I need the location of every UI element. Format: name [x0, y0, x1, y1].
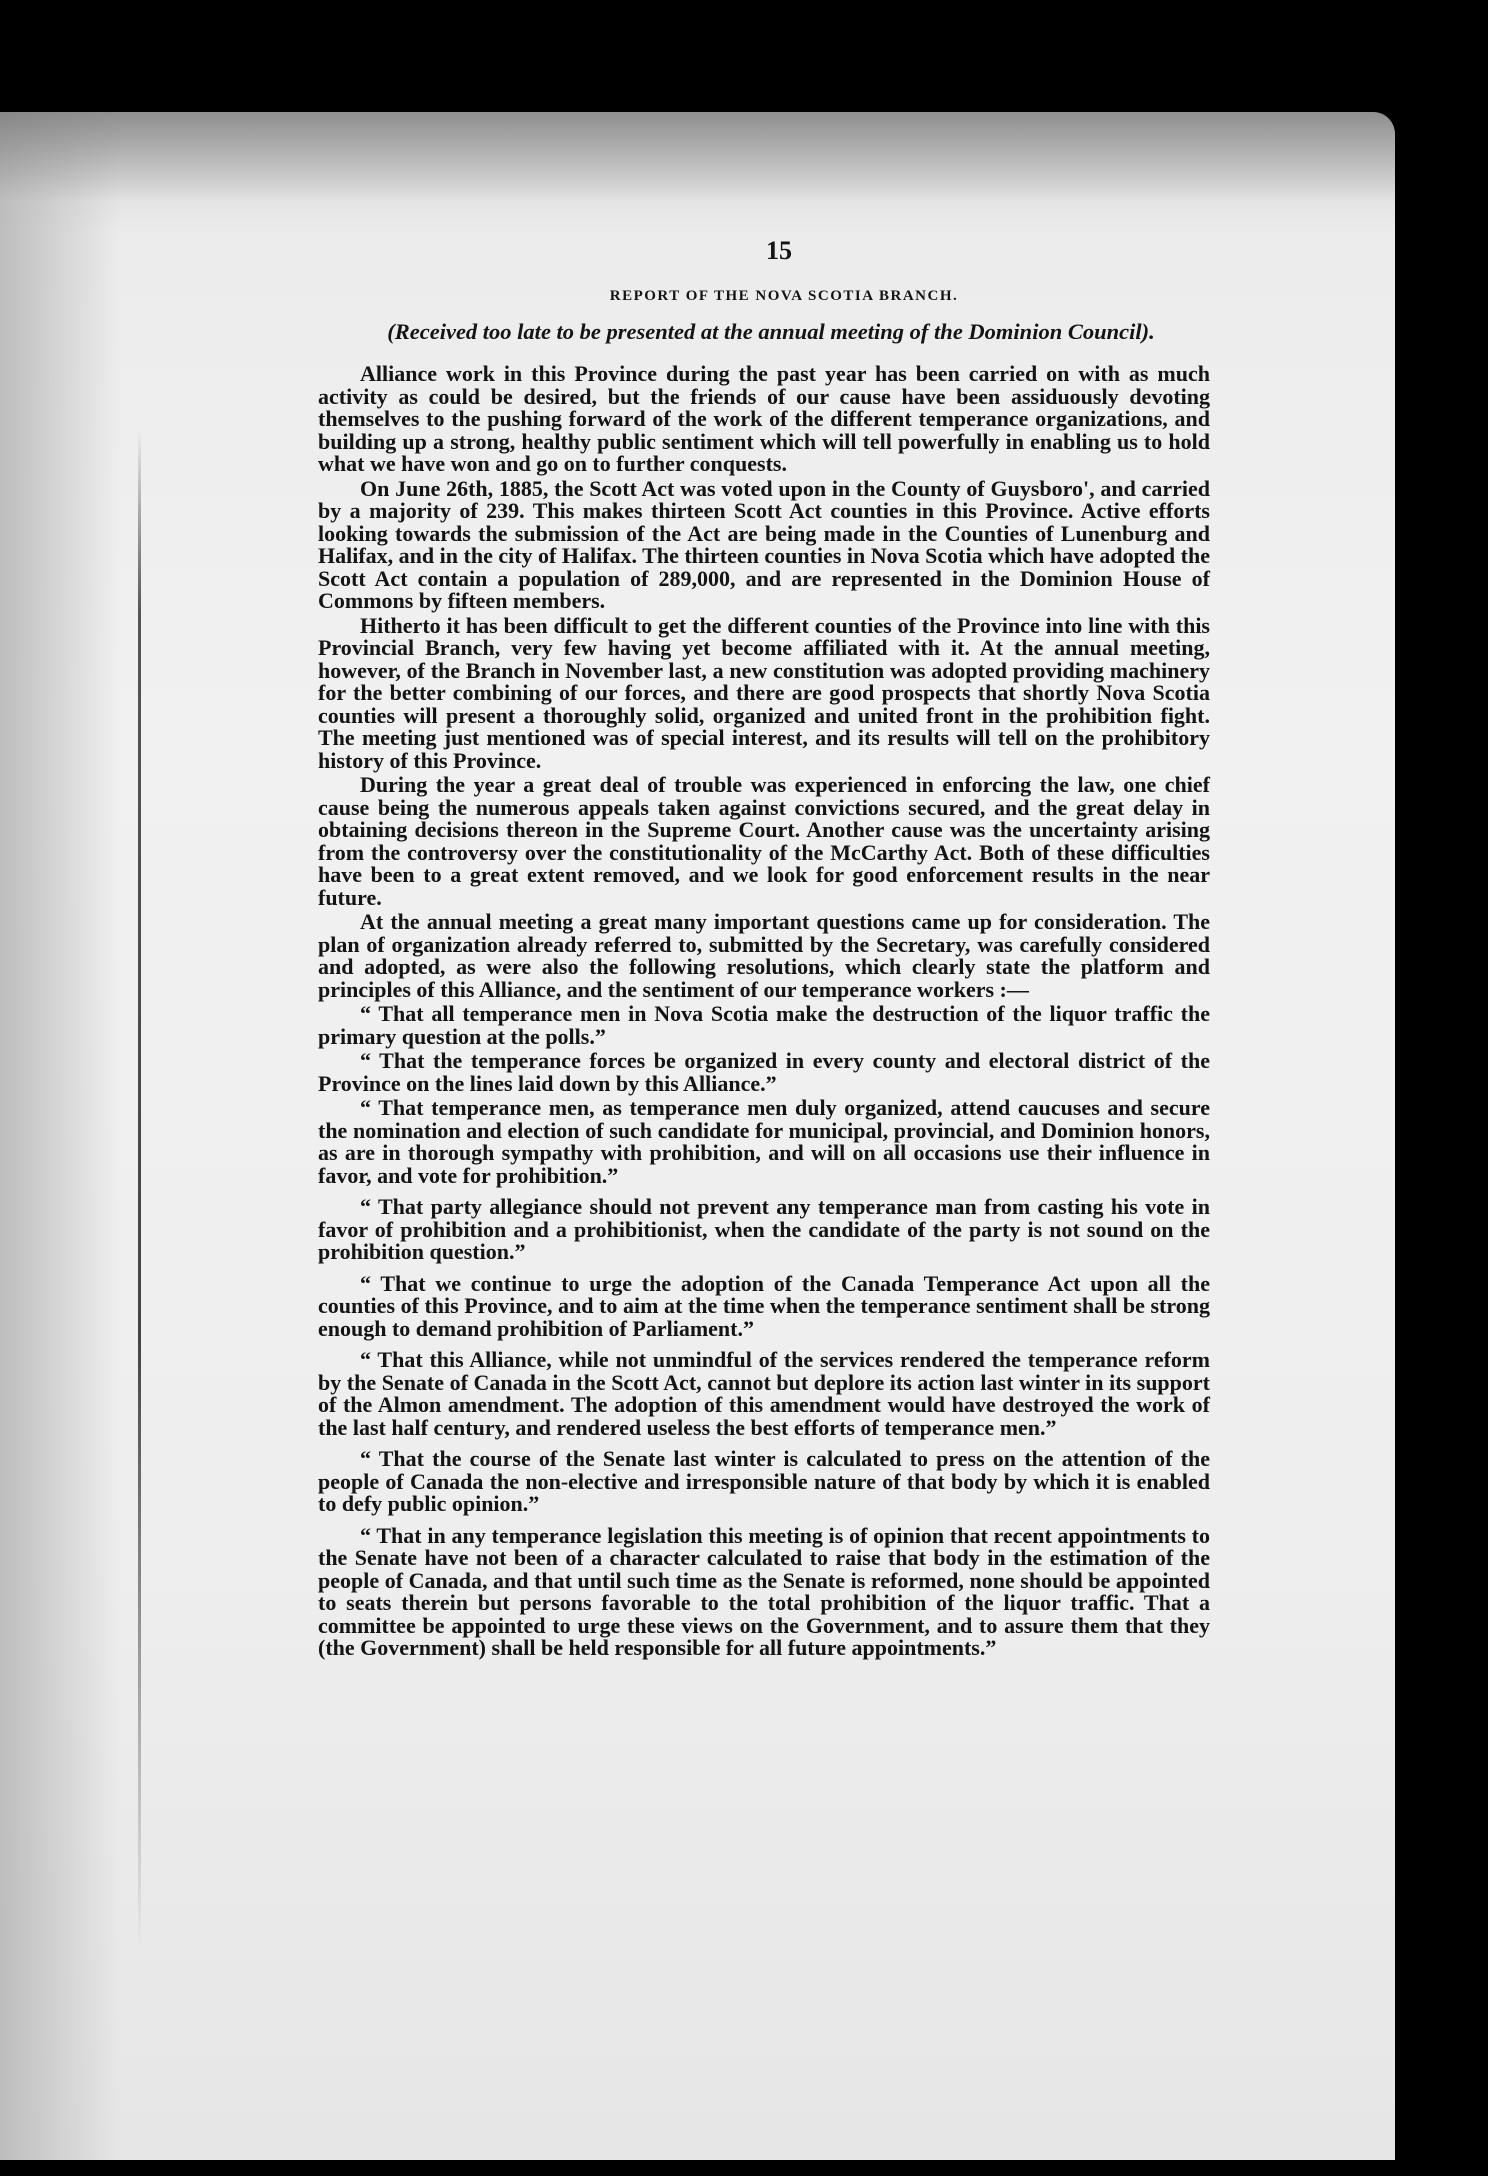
paper-edge-shadow [0, 112, 120, 2160]
page-number: 15 [766, 236, 792, 265]
paper-top-shading [0, 112, 1395, 202]
paragraph: At the annual meeting a great many important questions came up for consideration. The plan of organization already referred to, submitted by the Secretary, was carefully considered and adopted, as were also the following resolutions, which clearly state the platform and principles of this Alliance, and the sentiment of our temperance workers :— [318, 909, 1210, 1002]
resolution: “ That in any temperance legislation this meeting is of opinion that recent appointments to the Senate have not been of a character calculated to raise that body in the estimation of the people of Canada, and that until such time as the Senate is reformed, none should be appointed to seats therein but persons favorable to the total prohibition of the liquor traffic. That a committee be appointed to urge these views on the Government, and to assure them that they (the Government) shall be held responsible for all future appointments.” [318, 1522, 1210, 1660]
paragraph: On June 26th, 1885, the Scott Act was voted upon in the County of Guysboro', and carried by a majority of 239. This makes thirteen Scott Act counties in this Province. Active efforts looking towards the submission of the Act are being made in the Counties of Lunenburg and Halifax, and in the city of Halifax. The thirteen counties in Nova Scotia which have adopted the Scott Act contain a population of 289,000, and are represented in the Dominion House of Commons by fifteen members. [318, 475, 1210, 613]
document-content [318, 236, 1210, 1662]
report-title: REPORT OF THE NOVA SCOTIA BRANCH. [609, 288, 959, 304]
page-fold-line [138, 430, 141, 1950]
paragraph: Hitherto it has been difficult to get the different counties of the Province into line with this Provincial Branch, very few having yet become affiliated with it. At the annual meeting, however, of the Branch in November last, a new constitution was adopted providing machinery for the better combining of our forces, and there are good prospects that shortly Nova Scotia counties will present a thoroughly solid, organized and united front in the prohibition fight. The meeting just mentioned was of special interest, and its results will tell on the prohibitory history of this Province. [318, 612, 1210, 773]
resolution: “ That the course of the Senate last winter is calculated to press on the attention of the people of Canada the non-elective and irresponsible nature of that body by which it is enabled to defy public opinion.” [318, 1446, 1210, 1516]
resolution: “ That we continue to urge the adoption of the Canada Temperance Act upon all the counties of this Province, and to aim at the time when the temperance sentiment shall be strong enough to demand prohibition of Parliament.” [318, 1270, 1210, 1341]
resolution: “ That the temperance forces be organized in every county and electoral district of the Province on the lines laid down by this Alliance.” [318, 1048, 1210, 1096]
resolution: “ That temperance men, as temperance men duly organized, attend caucuses and secure the nomination and election of such candidate for municipal, provincial, and Dominion honors, as are in thorough sympathy with prohibition, and will on all occasions use their influence in favor, and vote for prohibition.” [318, 1095, 1210, 1188]
resolution: “ That all temperance men in Nova Scotia make the destruction of the liquor traffic the primary question at the polls.” [318, 1001, 1210, 1049]
resolution: “ That this Alliance, while not unmindful of the services rendered the temperance reform by the Senate of Canada in the Scott Act, cannot but deplore its action last winter in its support of the Almon amendment. The adoption of this amendment would have destroyed the work of the last half century, and rendered useless the best efforts of temperance men.” [318, 1347, 1210, 1440]
report-subtitle: (Received too late to be presented at the annual meeting of the Dominion Council). [387, 319, 1155, 344]
report-body [318, 363, 1210, 1660]
paragraph: During the year a great deal of trouble was experienced in enforcing the law, one chief cause being the numerous appeals taken against convictions secured, and the great delay in obtaining decisions thereon in the Supreme Court. Another cause was the uncertainty arising from the controversy over the constitutionality of the McCarthy Act. Both of these difficulties have been to a great extent removed, and we look for good enforcement results in the near future. [318, 772, 1210, 910]
resolution: “ That party allegiance should not prevent any temperance man from casting his vote in favor of prohibition and a prohibitionist, when the candidate of the party is not sound on the prohibition question.” [318, 1194, 1210, 1264]
paragraph: Alliance work in this Province during the past year has been carried on with as much activity as could be desired, but the friends of our cause have been assiduously devoting themselves to the pushing forward of the work of the different temperance organizations, and building up a strong, healthy public sentiment which will tell powerfully in enabling us to hold what we have won and go on to further conquests. [318, 361, 1210, 476]
